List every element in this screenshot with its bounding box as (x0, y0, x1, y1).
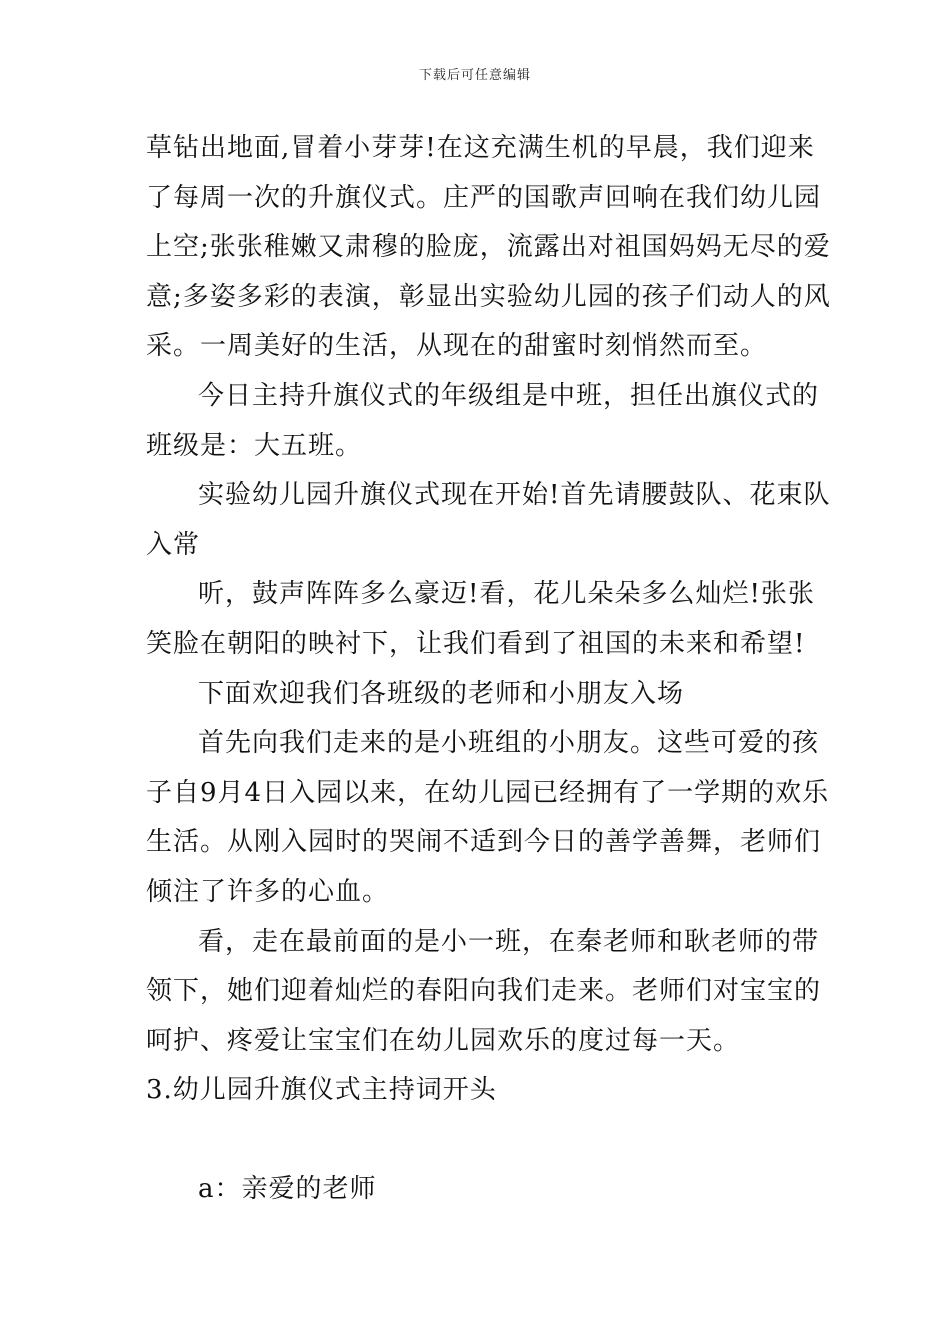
text-line: 了每周一次的升旗仪式。庄严的国歌声回响在我们幼儿园 (146, 182, 822, 213)
text-line: 听，鼓声阵阵多么豪迈!看，花儿朵朵多么灿烂!张张 (198, 579, 815, 610)
document-body (146, 124, 831, 1215)
dialogue-line (146, 1165, 810, 1215)
paragraph-ceremony-start (146, 471, 831, 570)
paragraph-class-one (146, 918, 822, 1067)
text-line: 入常 (146, 529, 201, 560)
dialogue-text: a：亲爱的老师 (198, 1174, 377, 1205)
page-header: 下载后可任意编辑 (418, 68, 531, 83)
text-line: 看，走在最前面的是小一班，在秦老师和耿老师的带 (198, 926, 820, 957)
text-line: 草钻出地面,冒着小芽芽!在这充满生机的早晨，我们迎来 (146, 133, 815, 163)
text-line: 笑脸在朝阳的映衬下，让我们看到了祖国的未来和希望! (146, 628, 806, 659)
paragraph-small-class (146, 719, 830, 917)
text-line: 倾注了许多的心血。 (146, 876, 390, 907)
text-line: 今日主持升旗仪式的年级组是中班，担任出旗仪式的 (198, 380, 820, 411)
paragraph-host-class (146, 372, 820, 471)
blank-line (146, 1116, 810, 1166)
text-line: 实验幼儿园升旗仪式现在开始!首先请腰鼓队、花束队 (198, 480, 831, 511)
text-line: 上空;张张稚嫩又肃穆的脸庞，流露出对祖国妈妈无尽的爱 (146, 232, 831, 263)
section-heading (146, 1066, 810, 1116)
paragraph-welcome (146, 670, 810, 720)
section-heading-text: 3.幼儿园升旗仪式主持词开头 (146, 1075, 497, 1106)
text-line: 班级是：大五班。 (146, 430, 363, 461)
paragraph-drums-flowers (146, 570, 815, 669)
text-line: 领下，她们迎着灿烂的春阳向我们走来。老师们对宝宝的 (146, 976, 822, 1007)
text-line: 采。一周美好的生活，从现在的甜蜜时刻悄然而至。 (146, 331, 768, 362)
text-line: 下面欢迎我们各班级的老师和小朋友入场 (198, 678, 685, 709)
paragraph-intro (146, 124, 831, 372)
text-line: 生活。从刚入园时的哭闹不适到今日的善学善舞，老师们 (146, 827, 822, 858)
text-line: 首先向我们走来的是小班组的小朋友。这些可爱的孩 (198, 728, 820, 759)
text-line: 子自9月4日入园以来，在幼儿园已经拥有了一学期的欢乐 (146, 777, 830, 808)
text-line: 意;多姿多彩的表演，彰显出实验幼儿园的孩子们动人的风 (146, 281, 831, 312)
text-line: 呵护、疼爱让宝宝们在幼儿园欢乐的度过每一天。 (146, 1025, 741, 1056)
